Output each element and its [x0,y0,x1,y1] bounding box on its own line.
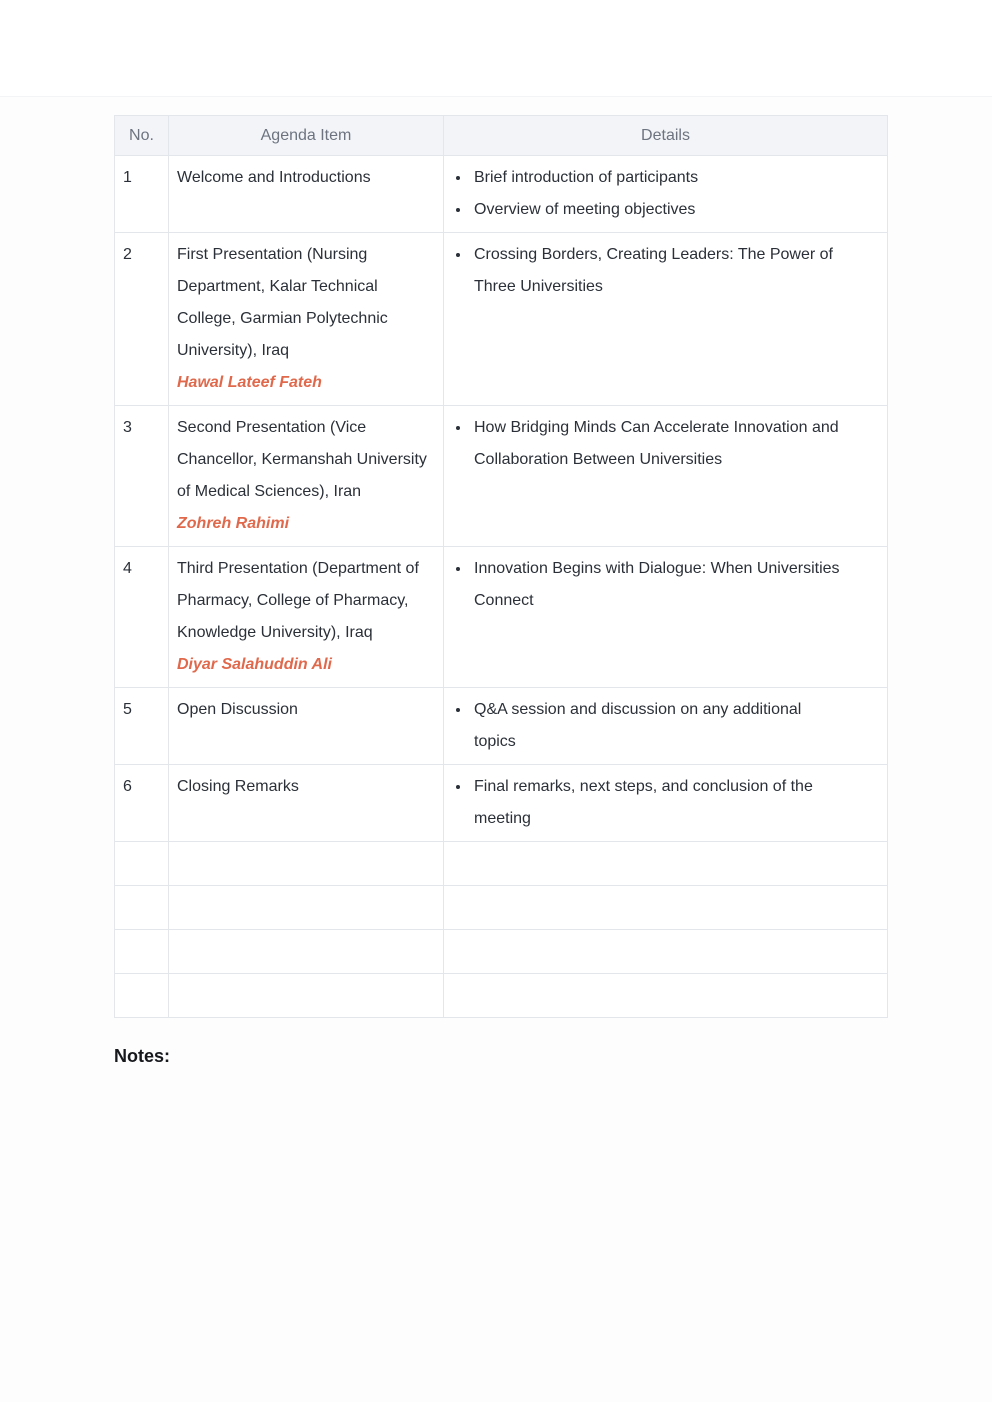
agenda-item-text: First Presentation (Nursing Department, Kalar Technical College, Garmian Polytechnic University), Iraq [177,246,388,359]
agenda-item-text: Third Presentation (Department of Pharmacy, College of Pharmacy, Knowledge University), Iraq [177,560,419,641]
page-top-margin [0,0,992,96]
empty-cell [169,974,444,1018]
row-number-cell: 2 [115,233,169,406]
table-row [115,406,888,547]
details-bullet: • Innovation Begins with Dialogue: When Universities Connect [471,553,841,617]
empty-cell [444,886,888,930]
presenter-name: Hawal Lateef Fateh [177,374,322,391]
empty-cell [169,842,444,886]
details-cell [444,406,888,547]
table-row [115,233,888,406]
empty-cell [169,930,444,974]
table-row [115,688,888,765]
agenda-item-text: Welcome and Introductions [177,169,371,186]
table-header-row [115,116,888,156]
column-header-no: No. [115,116,169,156]
details-cell [444,156,888,233]
details-bullet-list [452,771,879,835]
agenda-item-cell [169,547,444,688]
details-cell [444,547,888,688]
row-number-cell: 6 [115,765,169,842]
table-row [115,765,888,842]
table-row [115,547,888,688]
empty-cell [115,930,169,974]
details-bullet-list [452,412,879,476]
empty-table-row [115,930,888,974]
agenda-item-cell [169,156,444,233]
row-number-cell: 3 [115,406,169,547]
table-row [115,156,888,233]
empty-cell [169,886,444,930]
presenter-name: Diyar Salahuddin Ali [177,656,332,673]
details-cell [444,688,888,765]
presenter-name: Zohreh Rahimi [177,515,290,532]
row-number-cell: 1 [115,156,169,233]
empty-table-row [115,974,888,1018]
agenda-item-cell [169,765,444,842]
empty-cell [115,842,169,886]
details-bullet: • How Bridging Minds Can Accelerate Innovation and Collaboration Between Universities [471,412,841,476]
details-bullet: • Q&A session and discussion on any additional topics [471,694,841,758]
empty-cell [444,974,888,1018]
details-bullet-list [452,694,879,758]
agenda-item-text: Open Discussion [177,701,298,718]
agenda-item-cell [169,406,444,547]
details-bullet: • Final remarks, next steps, and conclusion of the meeting [471,771,841,835]
column-header-agenda-item: Agenda Item [169,116,444,156]
details-cell [444,765,888,842]
column-header-details: Details [444,116,888,156]
empty-cell [444,842,888,886]
row-number-cell: 5 [115,688,169,765]
row-number-cell: 4 [115,547,169,688]
details-bullet: • Overview of meeting objectives [471,194,841,226]
agenda-table [114,115,888,1018]
agenda-item-text: Closing Remarks [177,778,299,795]
notes-label: Notes: [114,1046,171,1066]
empty-cell [115,974,169,1018]
empty-cell [444,930,888,974]
details-bullet-list [452,162,879,226]
empty-table-row [115,842,888,886]
details-bullet-list [452,553,879,617]
details-bullet-list [452,239,879,303]
details-bullet: • Crossing Borders, Creating Leaders: The Power of Three Universities [471,239,841,303]
empty-table-row [115,886,888,930]
agenda-item-cell [169,233,444,406]
agenda-item-cell [169,688,444,765]
details-cell [444,233,888,406]
empty-cell [115,886,169,930]
document-content [0,96,992,1402]
agenda-item-text: Second Presentation (Vice Chancellor, Kermanshah University of Medical Sciences), Iran [177,419,427,500]
details-bullet: • Brief introduction of participants [471,162,841,194]
